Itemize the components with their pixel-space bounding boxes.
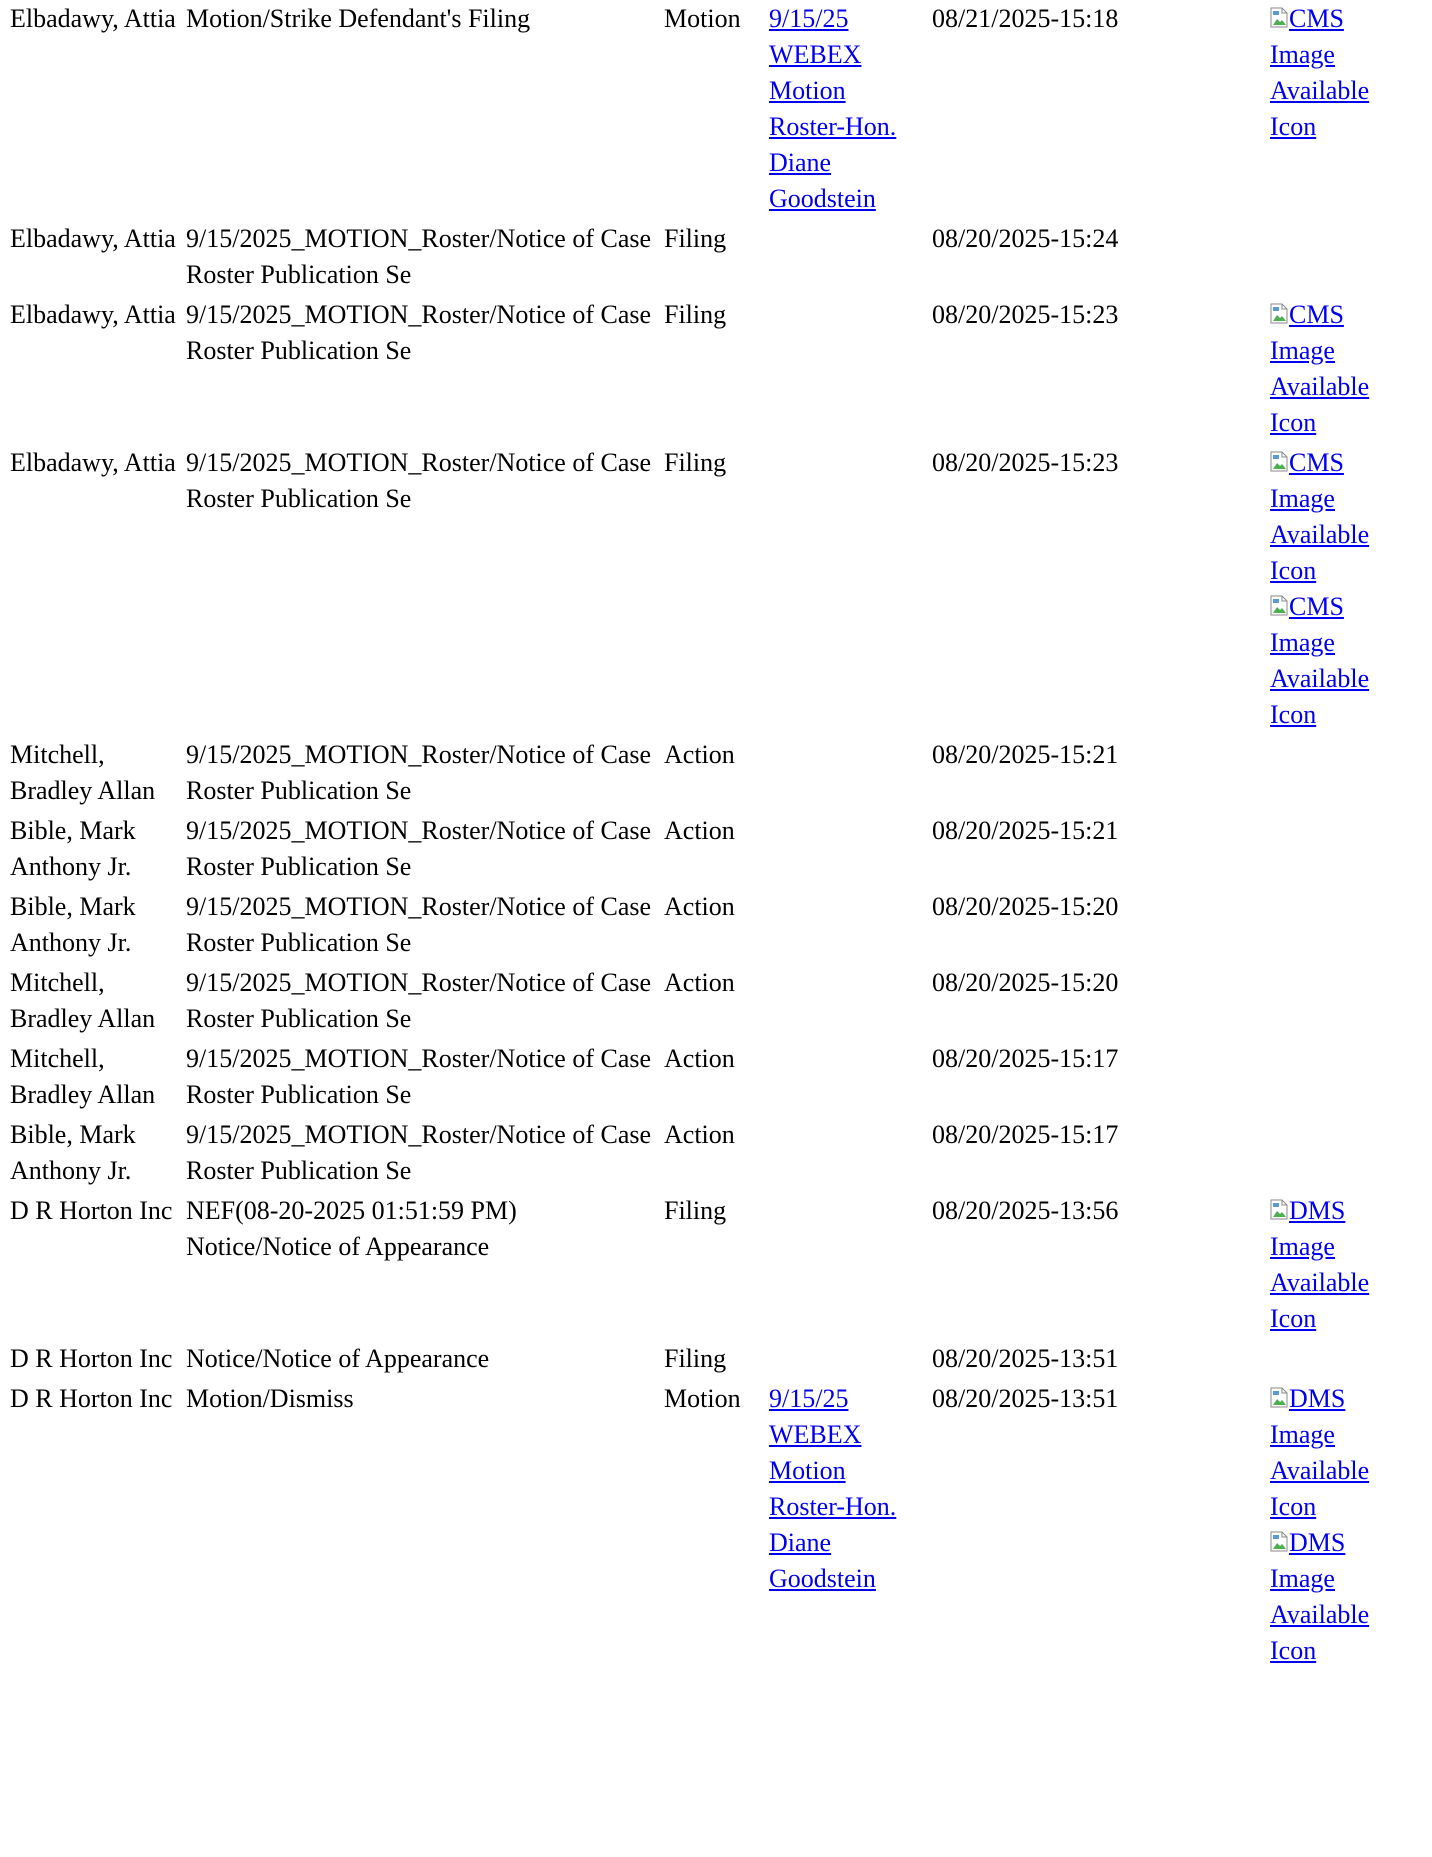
- description-cell: NEF(08-20-2025 01:51:59 PM) Notice/Notice of Appearance: [186, 1196, 517, 1261]
- image-available-link[interactable]: [1270, 1381, 1410, 1525]
- type-cell: Motion: [664, 4, 741, 33]
- hearing-cell: [765, 963, 928, 1039]
- party-cell: Elbadawy, Attia: [10, 224, 176, 253]
- party-cell: D R Horton Inc: [10, 1196, 173, 1225]
- image-alt-text: DMS Image Available Icon: [1270, 1528, 1370, 1665]
- type-cell: Filing: [664, 300, 727, 329]
- type-cell: Filing: [664, 1196, 727, 1225]
- hearing-cell: [765, 219, 928, 295]
- description-cell: 9/15/2025_MOTION_Roster/Notice of Case Roster Publication Se: [186, 740, 652, 805]
- filed-datetime-cell: 08/20/2025-13:51: [932, 1384, 1119, 1413]
- party-cell: Bible, Mark Anthony Jr.: [10, 816, 136, 881]
- image-cell: [1266, 295, 1414, 443]
- image-cell: [1266, 1379, 1414, 1671]
- image-cell: [1266, 735, 1414, 811]
- hearing-cell: [765, 1379, 928, 1671]
- image-cell: [1266, 887, 1414, 963]
- party-cell: Elbadawy, Attia: [10, 300, 176, 329]
- party-cell: Bible, Mark Anthony Jr.: [10, 1120, 136, 1185]
- image-alt-text: CMS Image Available Icon: [1270, 592, 1370, 729]
- description-cell: 9/15/2025_MOTION_Roster/Notice of Case Roster Publication Se: [186, 1120, 652, 1185]
- party-cell: Mitchell, Bradley Allan: [10, 740, 156, 805]
- image-alt-text: CMS Image Available Icon: [1270, 4, 1370, 141]
- docket-row: [6, 963, 1414, 1039]
- party-cell: D R Horton Inc: [10, 1344, 173, 1373]
- image-available-link[interactable]: [1270, 1525, 1410, 1669]
- docket-row: [6, 1039, 1414, 1115]
- description-cell: 9/15/2025_MOTION_Roster/Notice of Case Roster Publication Se: [186, 448, 652, 513]
- party-cell: Elbadawy, Attia: [10, 4, 176, 33]
- description-cell: 9/15/2025_MOTION_Roster/Notice of Case Roster Publication Se: [186, 816, 652, 881]
- docket-row: [6, 1191, 1414, 1339]
- image-alt-text: DMS Image Available Icon: [1270, 1196, 1370, 1333]
- image-cell: [1266, 1039, 1414, 1115]
- broken-image-icon: [1270, 451, 1288, 472]
- type-cell: Filing: [664, 224, 727, 253]
- hearing-link[interactable]: 9/15/25 WEBEX Motion Roster-Hon. Diane Goodstein: [769, 4, 897, 213]
- hearing-cell: [765, 1039, 928, 1115]
- type-cell: Motion: [664, 1384, 741, 1413]
- docket-row: [6, 735, 1414, 811]
- image-cell: [1266, 0, 1414, 219]
- image-alt-text: DMS Image Available Icon: [1270, 1384, 1370, 1521]
- docket-row: [6, 887, 1414, 963]
- type-cell: Filing: [664, 1344, 727, 1373]
- image-available-link[interactable]: [1270, 445, 1410, 589]
- party-cell: Bible, Mark Anthony Jr.: [10, 892, 136, 957]
- hearing-link[interactable]: 9/15/25 WEBEX Motion Roster-Hon. Diane Goodstein: [769, 1384, 897, 1593]
- party-cell: D R Horton Inc: [10, 1384, 173, 1413]
- image-alt-text: CMS Image Available Icon: [1270, 300, 1370, 437]
- image-cell: [1266, 443, 1414, 735]
- description-cell: 9/15/2025_MOTION_Roster/Notice of Case Roster Publication Se: [186, 892, 652, 957]
- docket-row: [6, 295, 1414, 443]
- description-cell: Notice/Notice of Appearance: [186, 1344, 490, 1373]
- docket-row: [6, 811, 1414, 887]
- broken-image-icon: [1270, 1199, 1288, 1220]
- docket-body: [6, 0, 1414, 1671]
- image-cell: [1266, 1115, 1414, 1191]
- filed-datetime-cell: 08/20/2025-15:21: [932, 816, 1119, 845]
- docket-row: [6, 0, 1414, 219]
- image-cell: [1266, 1191, 1414, 1339]
- filed-datetime-cell: 08/20/2025-15:21: [932, 740, 1119, 769]
- type-cell: Action: [664, 892, 735, 921]
- hearing-cell: [765, 0, 928, 219]
- broken-image-icon: [1270, 303, 1288, 324]
- image-available-link[interactable]: [1270, 1193, 1410, 1337]
- type-cell: Action: [664, 968, 735, 997]
- hearing-cell: [765, 1339, 928, 1379]
- type-cell: Action: [664, 1120, 735, 1149]
- docket-table: [6, 0, 1414, 1671]
- filed-datetime-cell: 08/20/2025-15:23: [932, 300, 1119, 329]
- docket-row: [6, 1379, 1414, 1671]
- docket-row: [6, 1115, 1414, 1191]
- description-cell: 9/15/2025_MOTION_Roster/Notice of Case Roster Publication Se: [186, 224, 652, 289]
- hearing-cell: [765, 1115, 928, 1191]
- description-cell: 9/15/2025_MOTION_Roster/Notice of Case Roster Publication Se: [186, 968, 652, 1033]
- image-alt-text: CMS Image Available Icon: [1270, 448, 1370, 585]
- party-cell: Mitchell, Bradley Allan: [10, 1044, 156, 1109]
- hearing-cell: [765, 1191, 928, 1339]
- description-cell: 9/15/2025_MOTION_Roster/Notice of Case Roster Publication Se: [186, 300, 652, 365]
- filed-datetime-cell: 08/20/2025-15:17: [932, 1120, 1119, 1149]
- party-cell: Elbadawy, Attia: [10, 448, 176, 477]
- party-cell: Mitchell, Bradley Allan: [10, 968, 156, 1033]
- filed-datetime-cell: 08/21/2025-15:18: [932, 4, 1119, 33]
- broken-image-icon: [1270, 1531, 1288, 1552]
- docket-row: [6, 1339, 1414, 1379]
- broken-image-icon: [1270, 1387, 1288, 1408]
- hearing-cell: [765, 443, 928, 735]
- image-cell: [1266, 811, 1414, 887]
- type-cell: Action: [664, 816, 735, 845]
- filed-datetime-cell: 08/20/2025-15:17: [932, 1044, 1119, 1073]
- description-cell: Motion/Dismiss: [186, 1384, 354, 1413]
- filed-datetime-cell: 08/20/2025-13:56: [932, 1196, 1119, 1225]
- image-available-link[interactable]: [1270, 589, 1410, 733]
- filed-datetime-cell: 08/20/2025-15:20: [932, 968, 1119, 997]
- broken-image-icon: [1270, 595, 1288, 616]
- image-cell: [1266, 219, 1414, 295]
- description-cell: Motion/Strike Defendant's Filing: [186, 4, 531, 33]
- broken-image-icon: [1270, 7, 1288, 28]
- type-cell: Filing: [664, 448, 727, 477]
- docket-row: [6, 219, 1414, 295]
- filed-datetime-cell: 08/20/2025-13:51: [932, 1344, 1119, 1373]
- description-cell: 9/15/2025_MOTION_Roster/Notice of Case Roster Publication Se: [186, 1044, 652, 1109]
- image-cell: [1266, 963, 1414, 1039]
- image-available-link[interactable]: [1270, 1, 1410, 145]
- hearing-cell: [765, 811, 928, 887]
- filed-datetime-cell: 08/20/2025-15:20: [932, 892, 1119, 921]
- hearing-cell: [765, 295, 928, 443]
- docket-row: [6, 443, 1414, 735]
- image-available-link[interactable]: [1270, 297, 1410, 441]
- filed-datetime-cell: 08/20/2025-15:24: [932, 224, 1119, 253]
- hearing-cell: [765, 735, 928, 811]
- type-cell: Action: [664, 740, 735, 769]
- hearing-cell: [765, 887, 928, 963]
- type-cell: Action: [664, 1044, 735, 1073]
- image-cell: [1266, 1339, 1414, 1379]
- filed-datetime-cell: 08/20/2025-15:23: [932, 448, 1119, 477]
